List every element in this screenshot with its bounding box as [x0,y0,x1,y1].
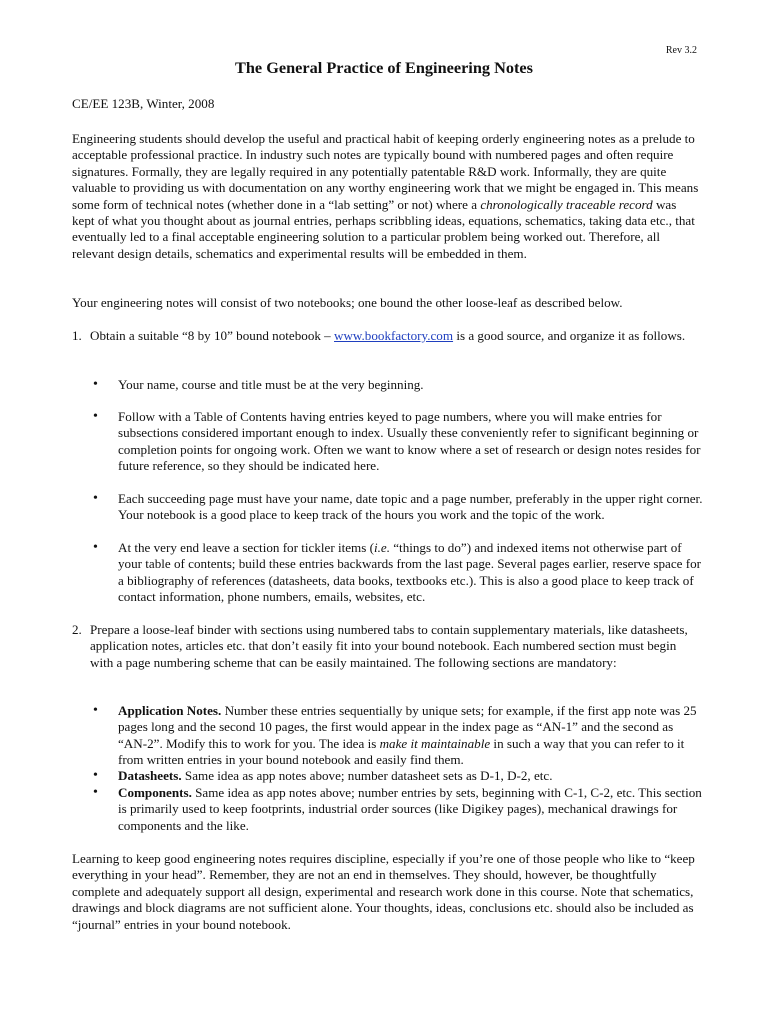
datasheets-label: Datasheets. [118,768,182,783]
list-item-2: Prepare a loose-leaf binder with sections using numbered tabs to contain supplementary materials, like datasheets, application notes, articles etc. that don’t easily fit into your bound notebook. Each numbered section must begin with a page numbering scheme that can be easily maintained. The following sections are mandatory: [90,622,688,670]
tickler-text-b: “things to do”) and indexed items not otherwise part of your table of contents; build these entries backwards from the last page. Several pages earlier, reserve space for a bibliography of references (datasheets, data books, textbooks etc.). This is also a good place to keep track of contact information, phone numbers, emails, websites, etc. [118,540,702,605]
intro-text-a: Engineering students should develop the useful and practical habit of keeping orderly engineering notes as a prelude to acceptable professional practice. In industry such notes are typically bound with numbered pages and often require signatures. Formally, they are legally required in any potentially patentable R&D work. Informally, they are quite valuable to providing us with documentation on any worthy engineering work that we might be engaged in. This means some form of technical notes (whether done in a “lab setting” or not) where a [72,131,699,212]
item1-text-b: is a good source, and organize it as follows. [453,328,686,343]
bullet-icon: • [93,768,98,783]
bullet-item-table-of-contents: Follow with a Table of Contents having entries keyed to page numbers, where you will make entries for subsections considered important enough to index. Usually these conveniently refer to significant beginning or completion points for ongoing work. Often we want to know where a set of research or design notes resides for future reference, so they should be indicated here. [118,409,701,474]
bullet-item-application-notes [118,703,703,769]
bullet-item-components [118,785,703,834]
bullet-icon: • [93,409,98,424]
bullet-icon: • [93,491,98,506]
app-notes-emphasis: make it maintainable [379,735,491,751]
closing-paragraph: Learning to keep good engineering notes requires discipline, especially if you’re one of those people who like to “keep everything in your head”. Remember, they are not an end in themselves. They should, however, be thoughtfully complete and adequately support all design, experimental and research work done in this course. Note that schematics, drawings and block diagrams are not sufficient alone. Your thoughts, ideas, conclusions etc. should also be included as “journal” entries in your bound notebook. [72,851,695,932]
bullet-icon: • [93,703,98,718]
bullet-item-datasheets [118,768,703,784]
bullet-item-page-header: Each succeeding page must have your name, date topic and a page number, preferably in the upper right corner. Your notebook is a good place to keep track of the hours you work and the topic of the work. [118,491,703,523]
intro-text-b: was kept of what you thought about as journal entries, perhaps scribbling ideas, equations, schematics, taking data etc., that eventually led to a final acceptable engineering solution to a particular problem being worked out. Therefore, all relevant design details, schematics and experimental results will be embedded in them. [72,196,695,261]
item1-text-a: Obtain a suitable “8 by 10” bound notebook – [90,328,335,343]
intro-paragraph [72,131,700,262]
list-number-1: 1. [72,328,82,343]
overview-paragraph: Your engineering notes will consist of two notebooks; one bound the other loose-leaf as described below. [72,295,623,310]
course-line: CE/EE 123B, Winter, 2008 [72,96,215,111]
bullet-item-tickler [118,540,703,606]
bullet-item-name-course: Your name, course and title must be at the very beginning. [118,377,424,392]
datasheets-text: Same idea as app notes above; number datasheet sets as D-1, D-2, etc. [181,768,553,783]
app-notes-label: Application Notes. [118,703,222,718]
list-item-1 [90,328,702,344]
bookfactory-link[interactable]: www.bookfactory.com [334,328,454,343]
app-notes-text-b: in such a way that you can refer to it from written entries in your bound notebook and easily find them. [118,735,685,768]
bullet-icon: • [93,377,98,392]
tickler-text-a: At the very end leave a section for tickler items ( [118,540,374,555]
tickler-emphasis: i.e. [373,540,390,555]
app-notes-text-a: Number these entries sequentially by unique sets; for example, if the first app note was 25 pages long and the second 10 pages, the first would appear in the index page as “AN-1” and the second as “AN-2”. Modify this to work for you. The idea is [118,703,697,751]
components-label: Components. [118,785,192,800]
intro-emphasis: chronologically traceable record [480,196,653,212]
bullet-icon: • [93,540,98,555]
bullet-icon: • [93,785,98,800]
revision-label: Rev 3.2 [665,45,697,56]
page-title: The General Practice of Engineering Notes [235,58,533,77]
components-text: Same idea as app notes above; number entries by sets, beginning with C-1, C-2, etc. This section is primarily used to keep footprints, industrial order sources (like Digikey pages), mechanical drawings for components and the like. [118,785,702,833]
list-number-2: 2. [72,622,82,637]
